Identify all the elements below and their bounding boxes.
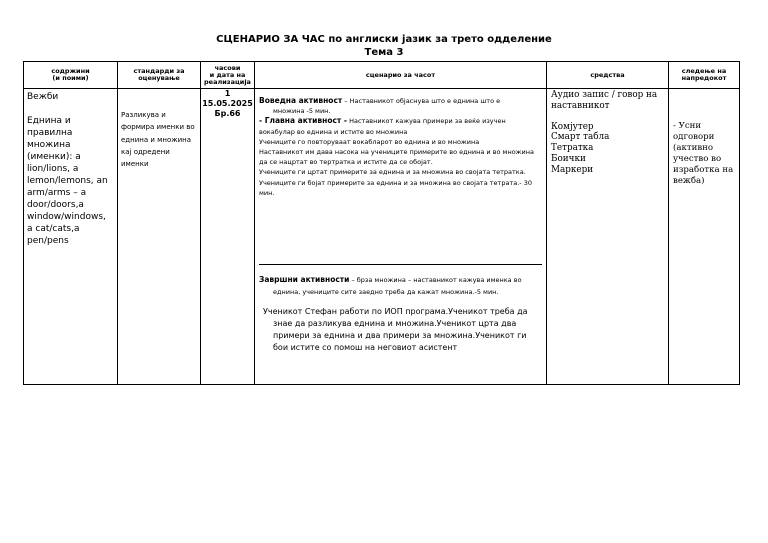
scenario-final-section [255,265,546,298]
intro-text: – Наставникот објаснува што е еднина што е [342,97,501,105]
scenario-main-section [255,89,546,264]
content-cell [24,89,118,385]
intro-label: Воведна активност [259,96,343,105]
intro-text-2: множина -5 мин. [273,107,331,116]
progress-text: - Усни одговори (активно учество во изработка на вежба) [673,121,734,186]
table-row [24,89,740,385]
resource-item: Смарт табла [551,132,610,143]
header-scenario: сценарио за часот [255,62,547,89]
lesson-date-cell [201,89,255,385]
standards-text: Разликува и формира именки во еднина и множина кај одредени именки [121,111,195,169]
header-resources: средства [547,62,669,89]
main-line-3: Наставникот им дава насока на учениците примерите во еднина и во множина да се нацртат во тертратка и истите да се обојат. [259,148,534,167]
main-line-2: Учениците го повторуваат вокабларот во еднина и во множина [259,137,480,146]
header-progress: следење на напредокот [669,62,740,89]
table-header-row [24,62,740,89]
header-content: содржини (и поими) [24,62,118,89]
lesson-br: Бр.66 [214,109,241,118]
main-line-4: Учениците ги цртат примерите за еднина и за множина во својата тетратка. [259,168,526,177]
header-standards: стандарди за оценување [118,62,201,89]
resources-line-1: Аудио запис / говор на наставникот [551,90,658,111]
standards-cell [118,89,201,385]
main-line-5: Учениците ги бојат примерите за еднина и за множина во својата тетрата.- 30 мин. [259,178,532,197]
resource-item: Тетратка [551,143,594,154]
progress-cell [669,89,740,385]
resource-item: Комјутер [551,121,594,132]
resources-cell [547,89,669,385]
header-lesson-date: часови и дата на реализација [201,62,255,89]
resource-item: Боички [551,153,586,164]
main-text: Наставникот кажува примери за веќе изучен вокабулар во еднина и истите во множина [259,117,506,136]
lesson-number: 1 [224,89,231,98]
lesson-date: 15.05.2025 [202,99,253,108]
content-topic: Еднина и правилна множина (именки): а lion/lions, a lemon/lemons, an arm/arms – a door/doors,a window/windows, a cat/cats,a pen/pens [27,116,108,246]
lesson-plan-table [23,61,740,385]
final-text: – брза множина – наставникот кажува именка во [349,276,522,284]
scenario-iop-section [255,298,546,354]
final-label: Завршни активности [259,275,350,284]
scenario-cell [255,89,547,385]
content-heading: Вежби [27,92,59,102]
resource-item: Маркери [551,164,594,175]
final-text-2: еднина, учениците сите заедно треба да кажат множина.-5 мин. [273,287,499,296]
main-label: - Главна активност - [259,116,348,126]
document-subtitle: Тема 3 [364,47,404,58]
document-title: СЦЕНАРИО ЗА ЧАС по англиски јазик за трето одделение [216,34,552,45]
iop-text: Ученикот Стефан работи по ИОП програма.Ученикот треба да знае да разликува еднина и множина.Ученикот црта два примери за еднина и два примери за множина.Ученикот ги бои истите со помош на неговиот асистент [263,307,528,352]
